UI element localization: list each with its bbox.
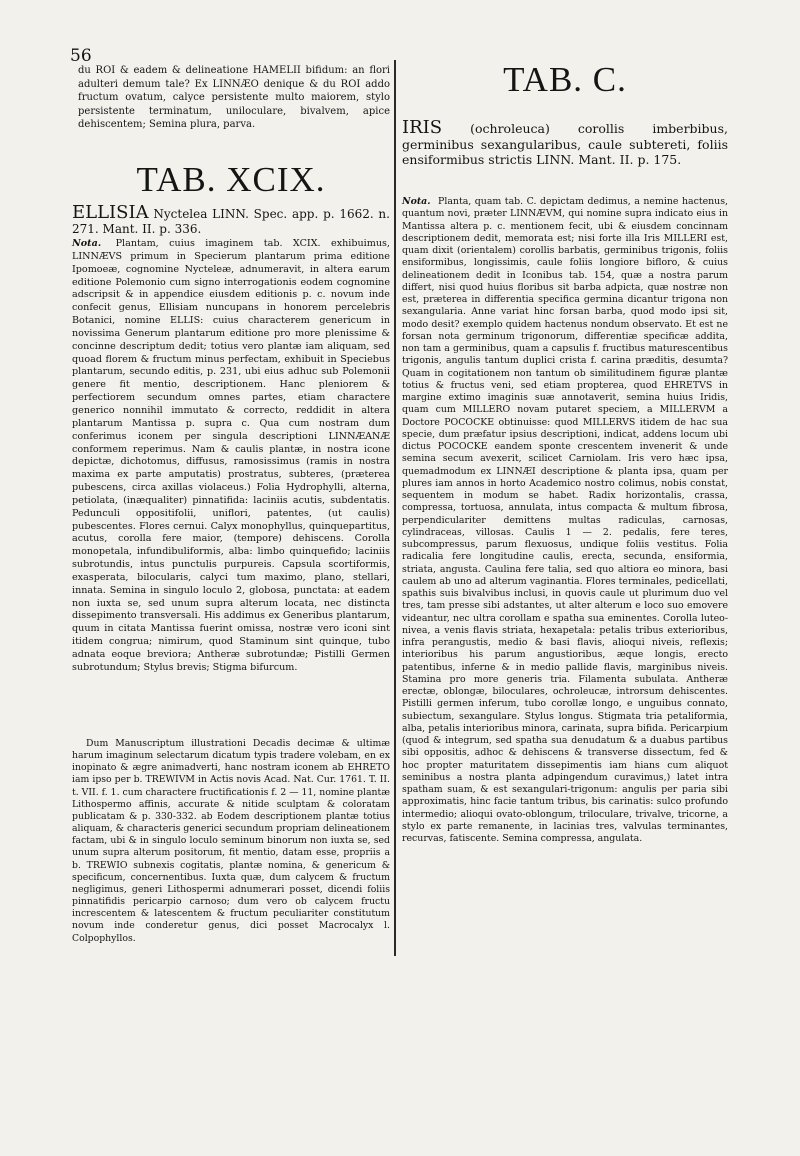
right-nota-label: Nota. [402, 196, 431, 207]
left-nota-label: Nota. [72, 238, 102, 249]
left-species-genus: ELLISIA [72, 202, 149, 223]
left-top-block [72, 64, 390, 132]
column-divider [394, 60, 396, 956]
left-tab-heading: TAB. XCIX. [136, 160, 326, 199]
left-second-block [72, 738, 390, 945]
right-tab-heading: TAB. C. [503, 60, 627, 99]
right-nota-paragraph: Planta, quam tab. C. depictam dedimus, a nemine hactenus, quantum novi, præter LINNÆVM, qui nomine supra indicato eius in Mantissa altera p. c. mentionem fecit, ubi & eiusdem concinnam descriptionem dedit, memorata est; nisi forte illa Iris MILLERI est, quam dixit (orientalem) corollis barbatis, germinibus trigonis, foliis ensiformibus, longissimis, caule foliis longiore bifloro, & cuius delineationem dedit in Iconibus tab. 154, quæ a nostra parum differt, nisi quod huius floribus sit barba adpicta, quæ nostræ non est, præterea in differentia specifica germina dicantur trigona non sexangularia. Anne variat hinc forsan barba, quod modo ipsi sit, modo desit? exemplo quidem hactenus nondum observato. Et est ne forsan nota germinum trigonorum, differentiæ specificæ addita, non tam a germinibus, quam a capsulis f. fructibus maturescentibus trigonis, angulis tantum duplici crista f. carina præditis, desumta? Quam in cogitationem non tantum ob similitudinem figuræ plantæ totius & fructus veni, sed etiam propterea, quod EHRETVS in margine extimo imaginis suæ annotaverit, semina huius Iridis, quam cum MILLERO novam putaret speciem, a MILLERVM a Doctore POCOCKE obtinuisse: quod MILLERVS itidem de hac sua specie, dum præfatur ipsius descriptioni, indicat, addens locum ubi dictus POCOCKE eandem sponte crescentem invenerit & unde semina secum avexerit, scilicet Carniolam. Iris vero hæc ipsa, quemadmodum ex LINNÆI descriptione & planta ipsa, quam per plures iam annos in horto Academico nostro colimus, nobis constat, sequentem in modum se habet. Radix horizontalis, crassa, compressa, tortuosa, annulata, intus compacta & multum fibrosa, perpendiculariter demittens multas radiculas, carnosas, cylindraceas, villosas. Caulis 1 — 2. pedalis, fere teres, subcompressus, parum flexuosus, undique foliis vestitus. Folia radicalia fere longitudine caulis, erecta, secunda, ensiformia, striata, angusta. Caulina fere talia, sed quo altiora eo minora, basi caulem ab uno ad alterum vaginantia. Flores terminales, pedicellati, spathis suis bivalvibus inclusi, in quovis caule ut plurimum duo vel tres, tam presse sibi adstantes, ut alter alterum e loco suo emovere videantur, nec ultra corollam e spatha sua eminentes. Corolla luteo-nivea, a venis flavis striata, hexapetala: petalis tribus exterioribus, infra perangustis, medio & basi flavis, alioqui niveis, reflexis; interioribus his parum angustioribus, æque longis, erecto patentibus, inferne & in medio pallide flavis, marginibus niveis. Stamina pro more generis tria. Filamenta subulata. Antheræ erectæ, oblongæ, biloculares, ochroleucæ, introrsum dehiscentes. Pistilli germen inferum, tubo corollæ longo, e unguibus connato, subiectum, sexangulare. Stylus longus. Stigmata tria petaliformia, alba, petalis interioribus minora, carinata, supra bifida. Pericarpium (quod & integrum, sed spatha sua denudatum & a duabus partibus sibi oppositis, adhoc & dehiscens & transverse dissectum, fed & hoc propter maturitatem dissepimentis iam hians cum aliquot seminibus a nostra planta adpingendum curavimus,) latet intra spatham suam, & est sexangulari-trigonum: angulis per paria sibi approximatis, hinc facie tantum tribus, bis carinatis: sulco profundo intermedio; alioqui ovato-oblongum, triloculare, trivalve, tricorne, a stylo ex parte remanente, in lacinias tres, valvulas terminantes, recurvas, fatiscente. Semina compressa, angulata. [402, 196, 729, 844]
left-top-paragraph: du ROI & eadem & delineatione HAMELII bifidum: an flori adulteri demum tale? Ex LINNÆO denique & du ROI addo fructum ovatum, calyce persistente multo maiorem, stylo persistente terminatum, uniloculare, bivalvem, apice dehiscentem; Semina plura, parva. [78, 65, 390, 131]
right-species-genus: IRIS [402, 117, 443, 138]
left-species-title [72, 202, 390, 237]
left-nota-paragraph: Plantam, cuius imaginem tab. XCIX. exhibuimus, LINNÆVS primum in Specierum plantarum prima editione Ipomoeæ, cognomine Nycteleæ, adnumeravit, in altera earum editione Polemonio cum signo interrogationis eodem cognomine adscripsit & in appendice eiusdem editionis p. c. novum inde confecit genus, Ellisiam nuncupans in honorem percelebris Botanici, nomine ELLIS: cuius characterem genericum in novissima Generum plantarum editione pro more plenissime & concinne descriptum dedit; totius vero plantæ iam aliquam, sed quoad florem & fructum minus perfectam, exhibuit in Speciebus plantarum, secundo editis, p. 231, ubi eius adhuc sub Polemonii genere fit mentio, descriptionem. Hanc pleniorem & perfectiorem secundum omnes partes, etiam charactere generico nonnihil immutato & correcto, reddidit in altera plantarum Mantissa p. supra c. Qua cum nostram dum conferimus iconem per singula descriptioni LINNÆANÆ conformem reperimus. Nam & caulis plantæ, in nostra icone depictæ, dichotomus, diffusus, ramosissimus (ramis in nostra maxima ex parte amputatis) prostratus, subteres, (præterea pubescens, circa axillas violaceus.) Folia Hydrophylli, alterna, petiolata, (inæqualiter) pinnatifida: laciniis acutis, subdentatis. Pedunculi oppositifolii, uniflori, patentes, (ut caulis) pubescentes. Flores cernui. Calyx monophyllus, quinquepartitus, acutus, corolla fere maior, (tempore) dehiscens. Corolla monopetala, infundibuliformis, alba: limbo quinquefido; laciniis subrotundis, intus punctulis purpureis. Capsula scortiformis, exasperata, bilocularis, calyci tum maximo, plano, stellari, innata. Semina in singulo loculo 2, globosa, punctata: at eadem non iuxta se, sed unum supra alterum locata, nec distincta dissepimento transversali. His addimus ex Generibus plantarum, quum in citata Mantissa fuerint omissa, nostræ vero iconi sint itidem congrua; nimirum, quod Staminum sint quinque, tubo adnata eoque breviora; Antheræ subrotundæ; Pistilli Germen subrotundum; Stylus brevis; Stigma bifurcum. [72, 238, 390, 673]
left-species-rest: Nyctelea LINN. Spec. app. p. 1662. n. 271. Mant. II. p. 336. [72, 207, 390, 236]
page-number: 56 [70, 46, 92, 66]
left-second-paragraph: Dum Manuscriptum illustrationi Decadis decimæ & ultimæ harum imaginum selectarum dicatum typis tradere volebam, en ex inopinato & ægre animadverti, hanc nostram iconem ab EHRETO iam ipso per b. TREWIVM in Actis novis Acad. Nat. Cur. 1761. T. II. t. VII. f. 1. cum charactere fructificationis f. 2 — 11, nomine plantæ Lithospermo affinis, accurate & nitide sculptam & coloratam publicatam & p. 330-332. ab Eodem descriptionem plantæ totius aliquam, & characteris generici secundum propriam delineationem factam, ubi & in singulo loculo seminum binorum non iuxta se, sed unum supra alterum positorum, fit mentio, datam esse, propriis a b. TREWIO subnexis cogitatis, plantæ nomina, & genericum & specificum, concernentibus. Iuxta quæ, dum calycem & fructum negligimus, generi Lithospermi adnumerari posset, dicendi foliis pinnatifidis pericarpio carnoso; dum vero ob calycem fructu increscentem & latescentem & fructum peculiariter constitutum novum inde conderetur genus, dici posset Macrocalyx l. Colpophyllos. [72, 738, 390, 944]
left-nota-block [72, 238, 390, 675]
right-species-rest: (ochroleuca) corollis imberbibus, germinibus sexangularibus, caule subtereti, foliis ensiformibus strictis LINN. Mant. II. p. 175. [402, 121, 728, 167]
right-species-title [402, 117, 728, 168]
right-nota-block [402, 196, 728, 845]
